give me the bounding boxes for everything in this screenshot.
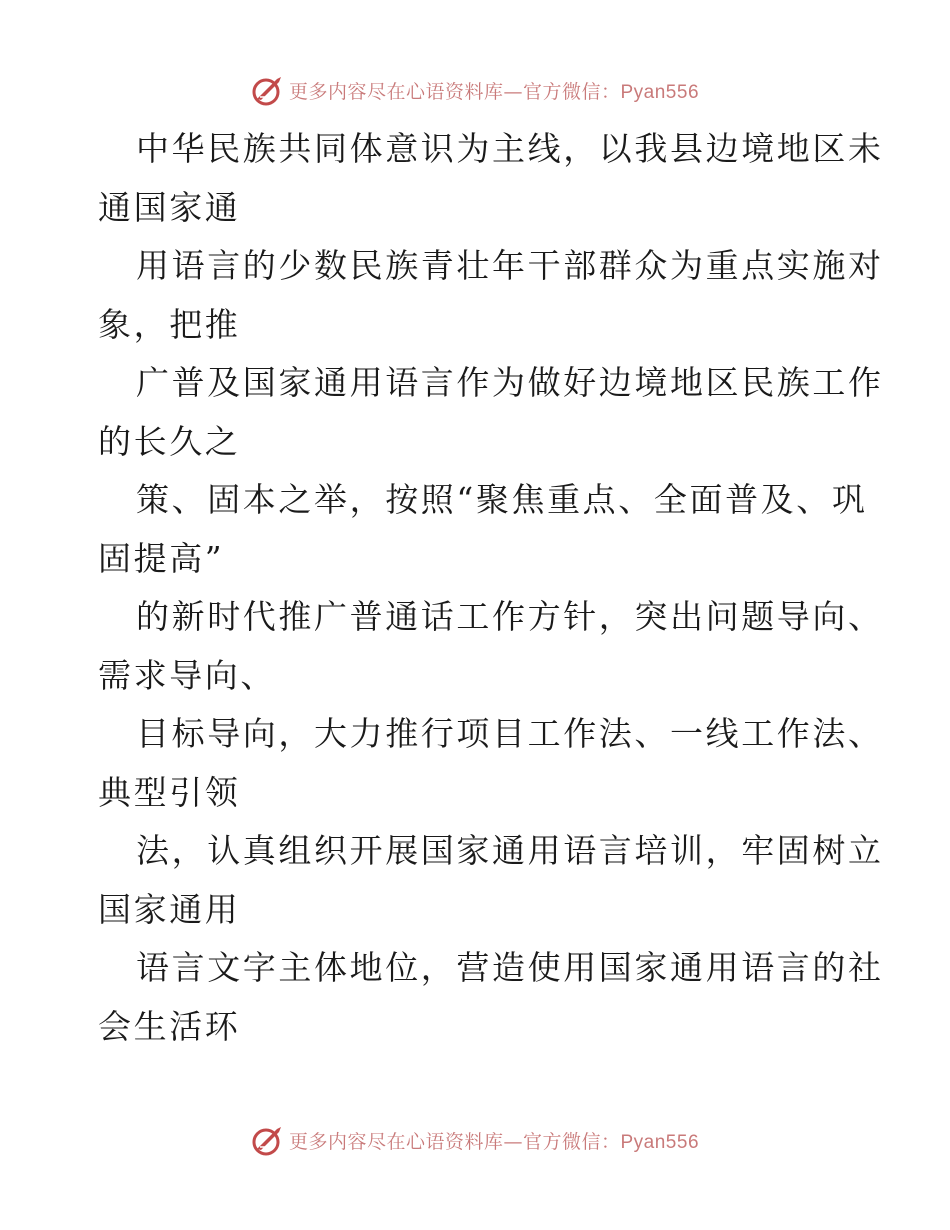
text-line: 通国家通 (98, 187, 241, 227)
header-watermark (0, 70, 950, 110)
watermark-wechat-id: Pyan556 (620, 1131, 700, 1153)
text-line: 的长久之 (98, 421, 241, 461)
text-line: 会生活环 (98, 1006, 241, 1046)
quill-logo-icon (251, 1123, 285, 1157)
document-body (98, 120, 884, 1056)
text-line: 目标导向，大力推行项目工作法、一线工作法、 (136, 714, 884, 753)
text-line: 广普及国家通用语言作为做好边境地区民族工作 (136, 363, 884, 402)
text-line: 固提高” (98, 538, 225, 578)
footer-watermark (0, 1120, 950, 1160)
text-line: 法，认真组织开展国家通用语言培训，牢固树立 (136, 831, 884, 870)
watermark-label: 更多内容尽在心语资料库—官方微信： (288, 1130, 621, 1153)
watermark-text (289, 1127, 699, 1154)
text-line: 策、固本之举，按照“聚焦重点、全面普及、巩 (136, 480, 868, 519)
text-line: 的新时代推广普通话工作方针，突出问题导向、 (136, 597, 884, 636)
text-line: 象，把推 (98, 304, 241, 344)
watermark-text (289, 77, 699, 104)
text-line: 典型引领 (98, 772, 241, 812)
text-line: 中华民族共同体意识为主线，以我县边境地区未 (136, 129, 884, 168)
watermark-label: 更多内容尽在心语资料库—官方微信： (288, 80, 621, 103)
text-line: 国家通用 (98, 889, 241, 929)
quill-logo-icon (251, 73, 285, 107)
text-line: 需求导向、 (98, 655, 276, 695)
text-line: 用语言的少数民族青壮年干部群众为重点实施对 (136, 246, 884, 285)
watermark-wechat-id: Pyan556 (620, 81, 700, 103)
text-line: 语言文字主体地位，营造使用国家通用语言的社 (136, 948, 884, 987)
